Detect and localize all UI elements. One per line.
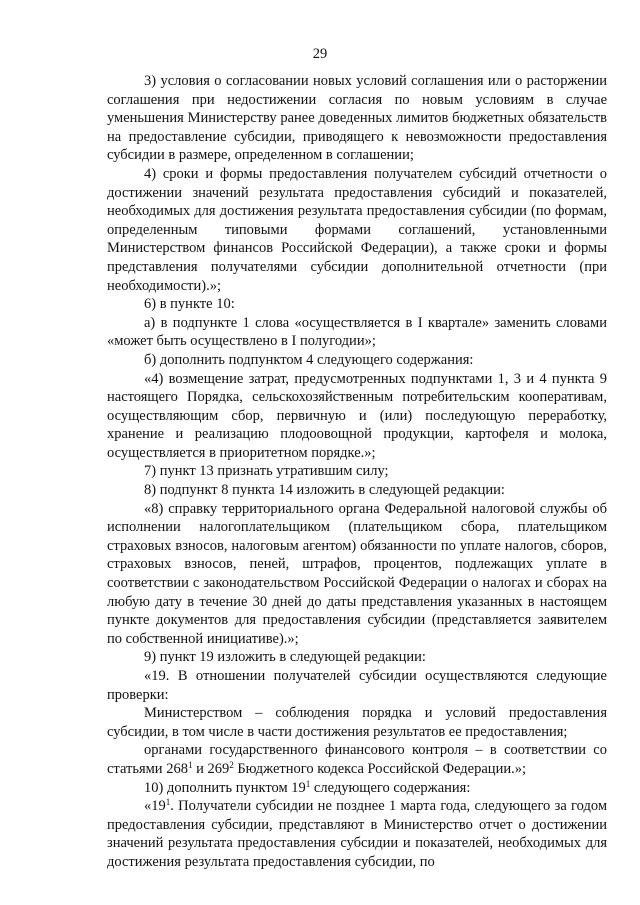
superscript-2: 2 [229, 759, 234, 770]
paragraph-9-control-bodies [107, 741, 607, 778]
superscript-1: 1 [187, 759, 193, 770]
p10-text-end: следующего содержания: [310, 779, 471, 796]
p10-text-start: 10) дополнить пунктом 19 [144, 779, 306, 796]
paragraph-9-ministry: Министерством – соблюдения порядка и условий предоставления субсидии, в том числе в части достижения результатов ее предоставления; [107, 705, 607, 740]
paragraph-6b: б) дополнить подпунктом 4 следующего содержания: [144, 351, 474, 368]
p10-superscript: 1 [305, 778, 311, 789]
paragraph-10 [107, 779, 607, 798]
paragraph-6a: а) в подпункте 1 слова «осуществляется в I квартале» заменить словами «может быть осуществлено в I полугодии»; [107, 314, 607, 350]
document-body [107, 72, 607, 872]
control-text-middle: и 269 [192, 760, 230, 777]
paragraph-6b-quote: «4) возмещение затрат, предусмотренных подпунктами 1, 3 и 4 пункта 9 настоящего Порядка, сельскохозяйственным потребительским кооперативам, осуществляющим сбор, первичную и (или) последующую переработку, хранение и реализацию плодоовощной продукции, картофеля и молока, осуществляется в приоритетном порядке.»; [107, 370, 607, 461]
paragraph-3: 3) условия о согласовании новых условий соглашения или о расторжении соглашения при недостижении согласия по новым условиям в случае уменьшения Министерству ранее доведенных лимитов бюджетных обязательств на предоставление субсидии, приводящего к невозможности предоставления субсидии в размере, определенном в соглашении; [107, 73, 607, 164]
p10-quote-start: «19 [144, 798, 166, 815]
control-text-end: Бюджетного кодекса Российской Федерации.»; [233, 760, 526, 777]
paragraph-6: 6) в пункте 10: [144, 296, 235, 313]
paragraph-4: 4) сроки и формы предоставления получателем субсидий отчетности о достижении значений результата предоставления субсидий и показателей, необходимых для достижения результата предоставления субсидии (по формам, определенным типовыми формами соглашений, установленными Министерством финансов Российской Федерации), а также сроки и формы представления получателями субсидии дополнительной отчетности (при необходимости).»; [107, 165, 607, 294]
paragraph-8-quote: «8) справку территориального органа Федеральной налоговой службы об исполнении налогоплательщиком (плательщиком сбора, плательщиком страховых взносов, налоговым агентом) обязанности по уплате налогов, сборов, страховых взносов, пеней, штрафов, процентов, подлежащих уплате в соответствии с законодательством Российской Федерации о налогах и сборах на любую дату в течение 30 дней до даты представления указанных в настоящем пункте документов для предоставления субсидии (представляется заявителем по собственной инициативе).»; [107, 500, 607, 647]
p10-quote-superscript: 1 [165, 797, 171, 808]
paragraph-10-quote [107, 797, 607, 871]
paragraph-9: 9) пункт 19 изложить в следующей редакции: [144, 649, 426, 666]
paragraph-7: 7) пункт 13 признать утратившим силу; [144, 463, 389, 480]
p10-quote-text: . Получатели субсидии не позднее 1 марта года, следующего за годом предоставления субсидии, представляют в Министерство отчет о достижении значений результата предоставления субсидии и показателей, необходимых для достижения результата предоставления субсидии, по [107, 798, 607, 870]
paragraph-9-quote: «19. В отношении получателей субсидии осуществляются следующие проверки: [107, 668, 607, 703]
paragraph-8: 8) подпункт 8 пункта 14 изложить в следующей редакции: [144, 482, 505, 499]
control-text-start: органами государственного финансового контроля – в соответствии со статьями 268 [107, 742, 607, 777]
page-number: 29 [312, 46, 328, 62]
